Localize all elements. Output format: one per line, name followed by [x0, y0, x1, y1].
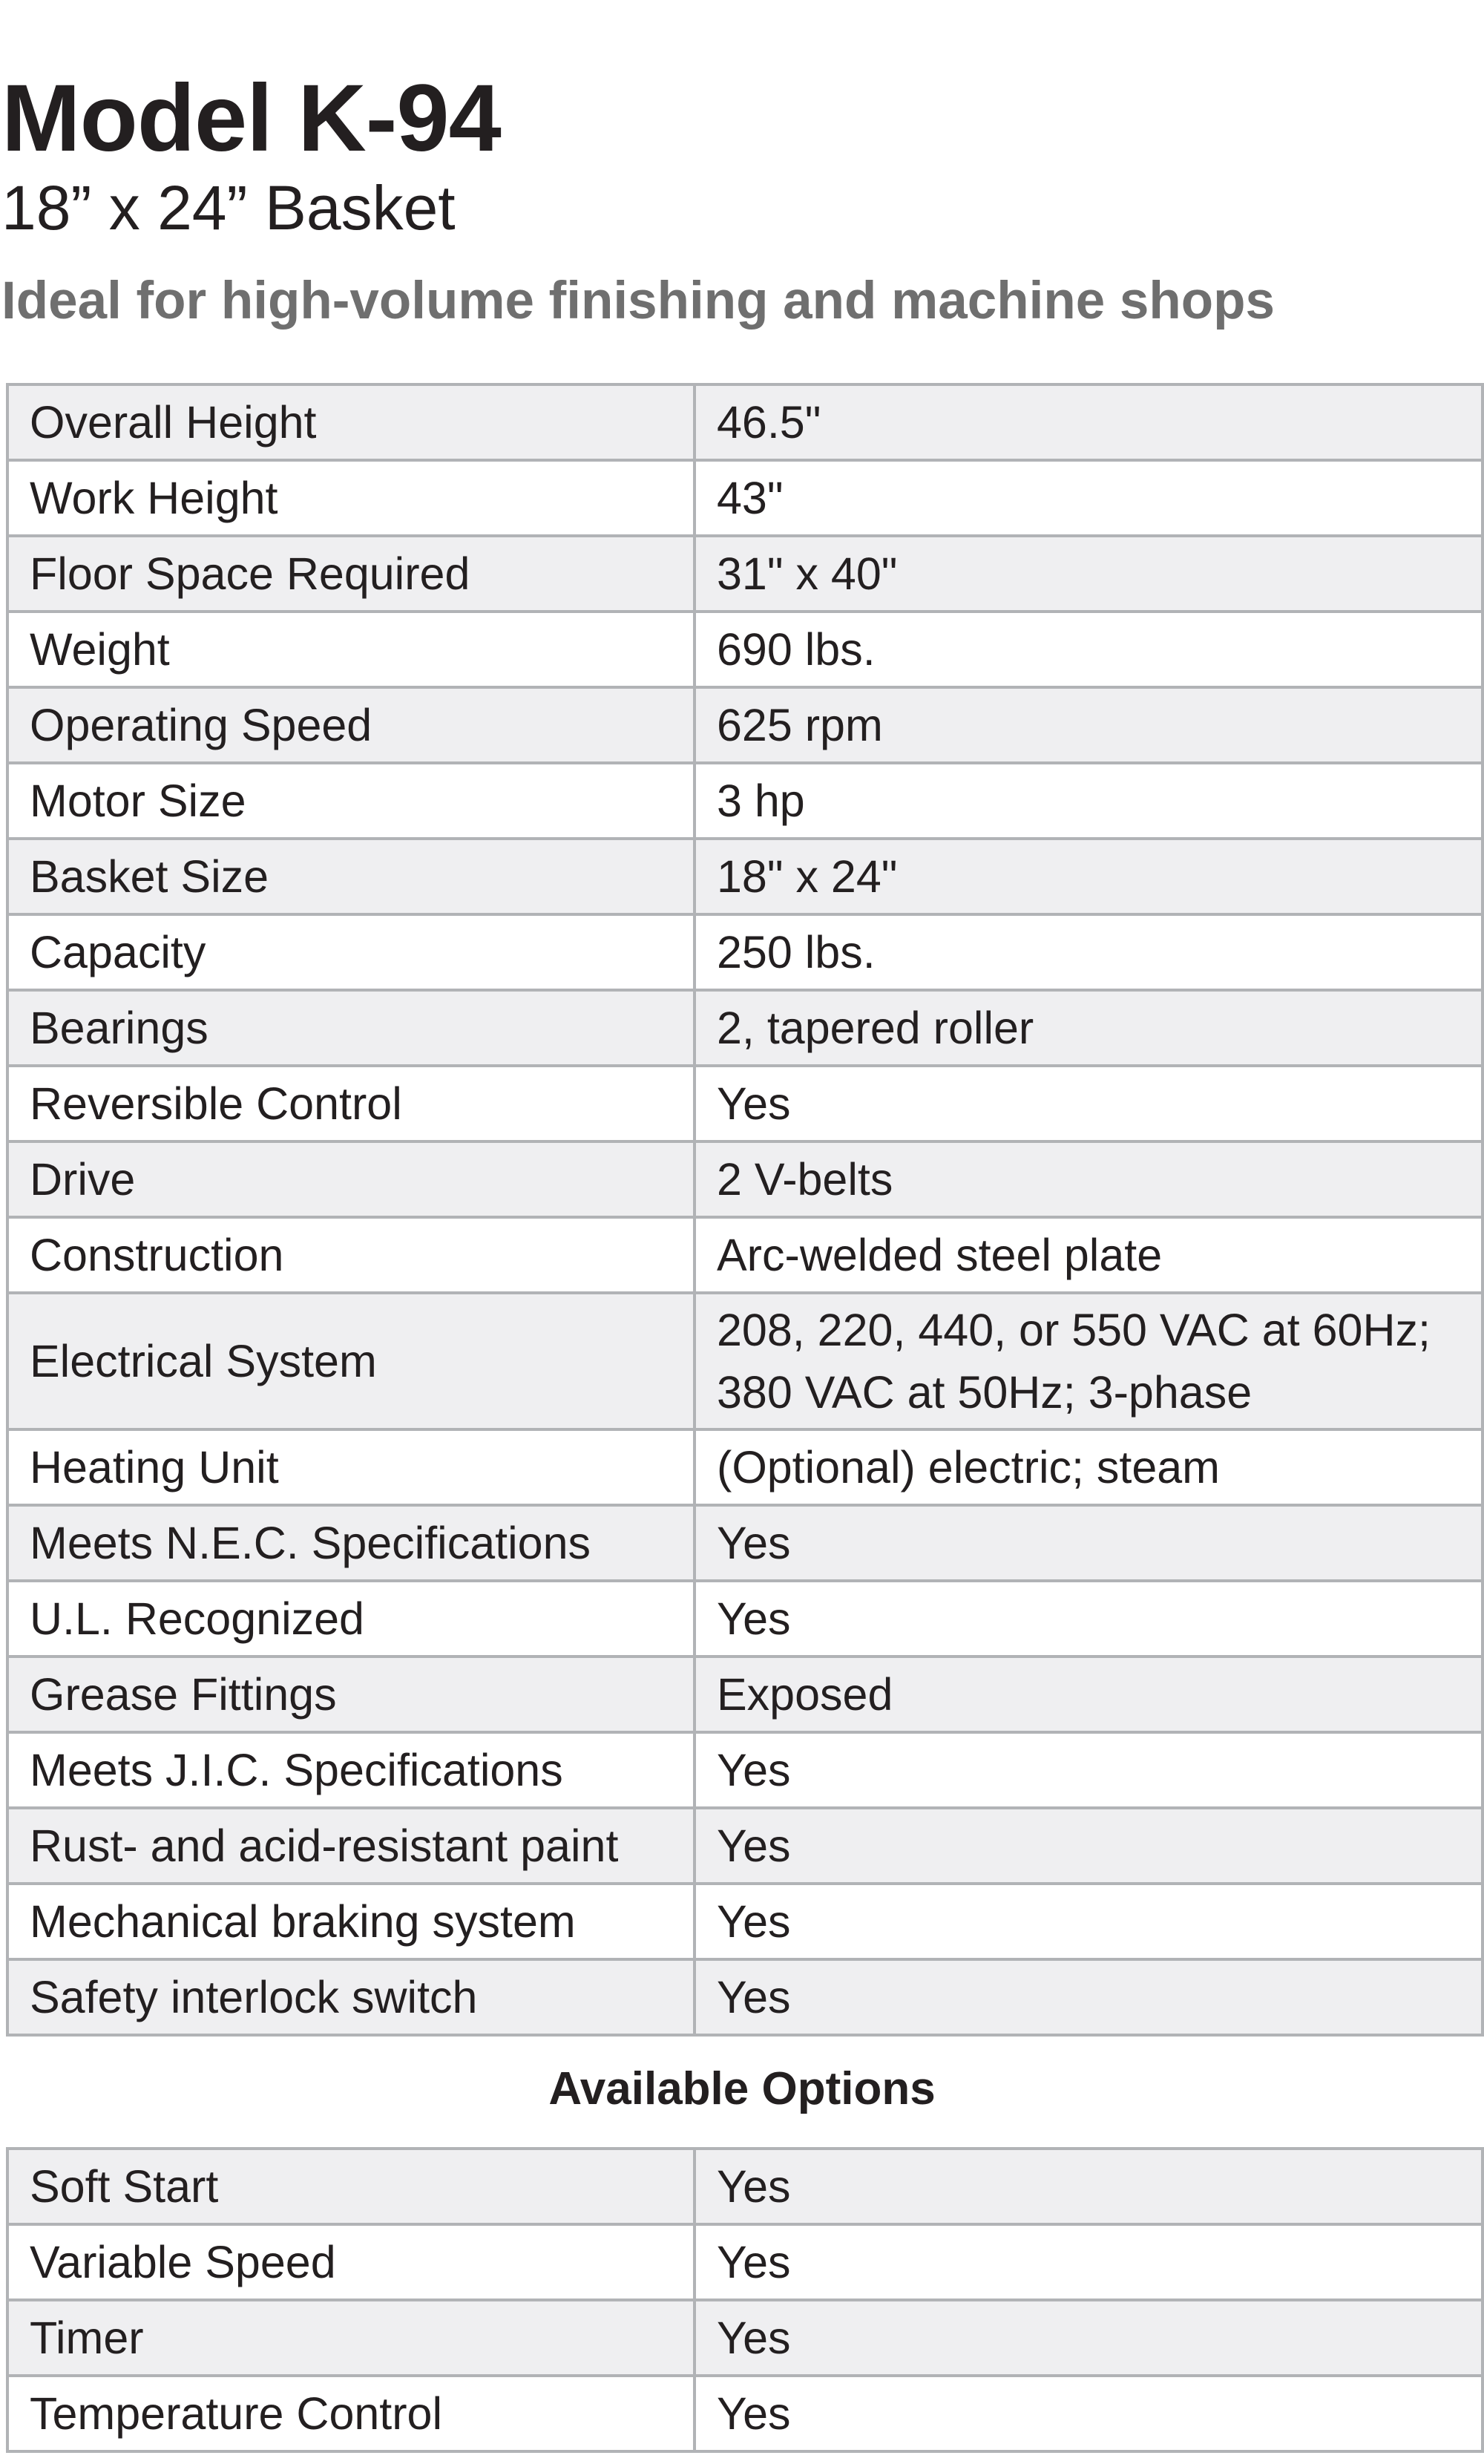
page-subtitle: 18” x 24” Basket [1, 173, 456, 243]
table-row [7, 536, 1483, 612]
table-row [7, 990, 1483, 1066]
option-label: Temperature Control [7, 2376, 695, 2451]
option-value: Yes [695, 2149, 1483, 2224]
spec-value: 625 rpm [695, 687, 1483, 763]
table-row [7, 1884, 1483, 1959]
spec-label: Meets N.E.C. Specifications [7, 1505, 695, 1581]
spec-value: Exposed [695, 1657, 1483, 1732]
table-row [7, 763, 1483, 839]
spec-value: 18" x 24" [695, 839, 1483, 914]
spec-value: 43" [695, 460, 1483, 536]
spec-label: Motor Size [7, 763, 695, 839]
spec-label: Bearings [7, 990, 695, 1066]
table-row [7, 1657, 1483, 1732]
option-value: Yes [695, 2224, 1483, 2300]
spec-value: (Optional) electric; steam [695, 1429, 1483, 1505]
table-row [7, 1066, 1483, 1141]
spec-value: Yes [695, 1808, 1483, 1884]
option-value: Yes [695, 2376, 1483, 2451]
spec-label: Work Height [7, 460, 695, 536]
spec-label: Grease Fittings [7, 1657, 695, 1732]
spec-value: 250 lbs. [695, 914, 1483, 990]
table-row [7, 2300, 1483, 2376]
spec-label: Rust- and acid-resistant paint [7, 1808, 695, 1884]
spec-label: U.L. Recognized [7, 1581, 695, 1657]
table-row [7, 612, 1483, 687]
spec-label: Capacity [7, 914, 695, 990]
spec-value: 208, 220, 440, or 550 VAC at 60Hz; 380 VAC at 50Hz; 3-phase [695, 1293, 1483, 1429]
spec-value: 46.5" [695, 384, 1483, 460]
table-row [7, 687, 1483, 763]
table-row [7, 1217, 1483, 1293]
table-row [7, 1141, 1483, 1217]
spec-label: Overall Height [7, 384, 695, 460]
spec-value: 2 V-belts [695, 1141, 1483, 1217]
table-row [7, 384, 1483, 460]
table-row [7, 2224, 1483, 2300]
spec-value: Arc-welded steel plate [695, 1217, 1483, 1293]
table-row [7, 2149, 1483, 2224]
table-row [7, 2376, 1483, 2451]
spec-label: Construction [7, 1217, 695, 1293]
option-label: Soft Start [7, 2149, 695, 2224]
spec-label: Drive [7, 1141, 695, 1217]
table-row [7, 1581, 1483, 1657]
options-heading: Available Options [548, 2063, 936, 2114]
spec-label: Weight [7, 612, 695, 687]
spec-value: Yes [695, 1505, 1483, 1581]
table-row [7, 1293, 1483, 1429]
spec-label: Electrical System [7, 1293, 695, 1429]
spec-value: 690 lbs. [695, 612, 1483, 687]
spec-label: Reversible Control [7, 1066, 695, 1141]
tagline: Ideal for high-volume finishing and machine shops [1, 272, 1275, 330]
spec-value: 31" x 40" [695, 536, 1483, 612]
spec-label: Meets J.I.C. Specifications [7, 1732, 695, 1808]
option-value: Yes [695, 2300, 1483, 2376]
spec-value: Yes [695, 1959, 1483, 2035]
table-row [7, 1429, 1483, 1505]
spec-value: 3 hp [695, 763, 1483, 839]
table-row [7, 1808, 1483, 1884]
spec-value: Yes [695, 1884, 1483, 1959]
option-label: Timer [7, 2300, 695, 2376]
table-row [7, 1732, 1483, 1808]
table-row [7, 1505, 1483, 1581]
table-row [7, 1959, 1483, 2035]
table-row [7, 839, 1483, 914]
spec-value: Yes [695, 1066, 1483, 1141]
spec-value: Yes [695, 1581, 1483, 1657]
spec-label: Safety interlock switch [7, 1959, 695, 2035]
options-table [6, 2147, 1484, 2453]
spec-value: 2, tapered roller [695, 990, 1483, 1066]
table-row [7, 914, 1483, 990]
spec-label: Mechanical braking system [7, 1884, 695, 1959]
spec-label: Operating Speed [7, 687, 695, 763]
specifications-table [6, 383, 1484, 2037]
spec-label: Basket Size [7, 839, 695, 914]
page-title: Model K-94 [1, 65, 501, 171]
spec-label: Heating Unit [7, 1429, 695, 1505]
table-row [7, 460, 1483, 536]
spec-value: Yes [695, 1732, 1483, 1808]
option-label: Variable Speed [7, 2224, 695, 2300]
spec-label: Floor Space Required [7, 536, 695, 612]
